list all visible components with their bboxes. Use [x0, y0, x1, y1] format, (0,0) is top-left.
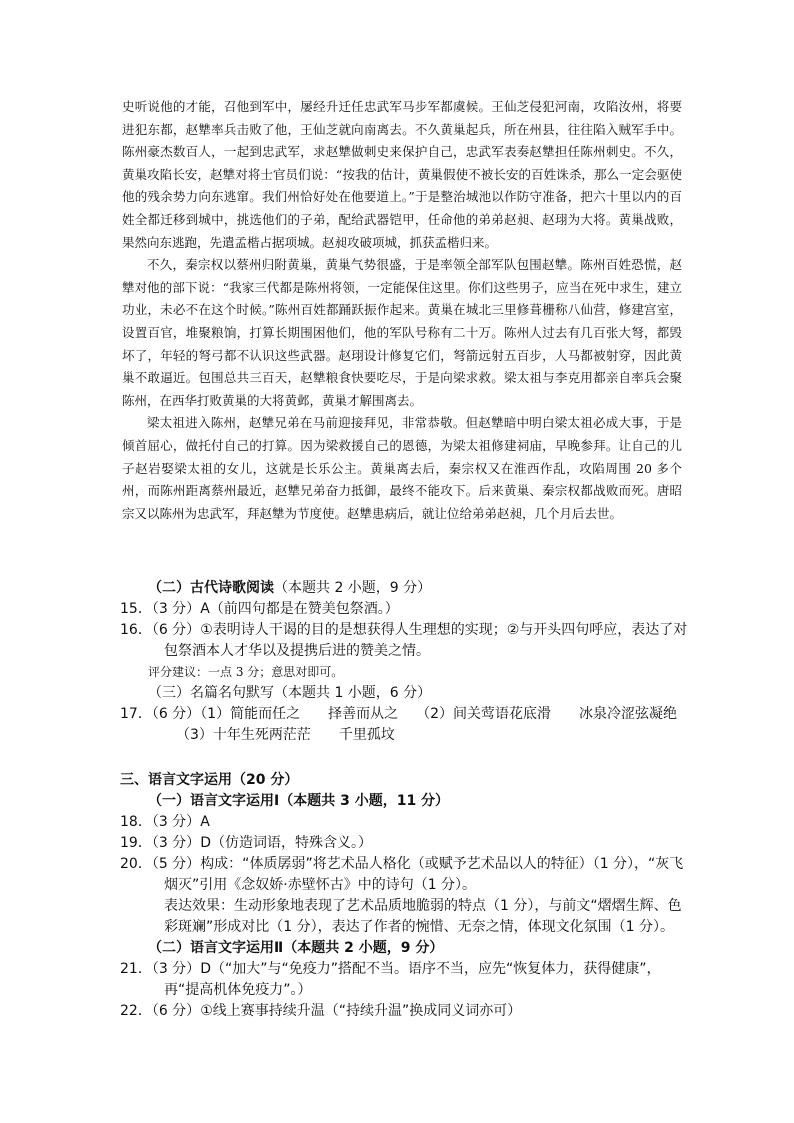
answer-text: 择善而从之 — [328, 706, 399, 722]
answer-text: D（“加大”与“免疫力”搭配不当。语序不当，应先“恢复体力，获得健康”，再“提高机体免疫力”。） — [164, 961, 661, 998]
answer-15 — [120, 599, 690, 620]
subsection-heading-2: （二）语言文字运用Ⅱ（本题共 2 小题，9 分） — [148, 940, 444, 956]
question-number: 19． — [120, 835, 152, 851]
answer-22 — [120, 1001, 690, 1022]
translation-text — [122, 96, 682, 525]
answer-20-effect: 表达效果：生动形象地表现了艺术品质地脆弱的特点（1 分），与前文“熠熠生辉、色彩斑斓”形成对比（1 分），表达了作者的惋惜、无奈之情，体现文化氛围（1 分）。 — [164, 898, 682, 935]
answer-17-line2: （3）十年生死两茫茫 千里孤坟 — [176, 727, 395, 743]
answer-17: 17．（6 分）（1）简能而任之 择善而从之 （2）间关莺语花底滑 冰泉冷涩弦凝绝 — [120, 706, 678, 722]
subsection-heading-1: （一）语言文字运用Ⅰ（本题共 3 小题，11 分） — [148, 793, 450, 809]
answer-text: A（前四句都是在赞美包祭酒。） — [200, 601, 399, 617]
question-score: （3 分） — [151, 814, 201, 830]
question-number: 20． — [120, 856, 152, 872]
scoring-note: 评分建议：一点 3 分；意思对即可。 — [148, 665, 344, 679]
answer-16 — [120, 620, 690, 662]
answer-section — [120, 578, 690, 1022]
question-number: 17． — [120, 706, 152, 722]
answer-text: ①表明诗人干谒的目的是想获得人生理想的实现；②与开头四句呼应，表达了对包祭酒本人才华以及提携后进的赞美之情。 — [164, 622, 688, 659]
answer-text: 十年生死两茫茫 — [212, 727, 311, 743]
answer-21 — [120, 959, 690, 1001]
question-score: （6 分） — [151, 622, 201, 638]
question-score: （6 分） — [151, 706, 201, 722]
translation-paragraph: 史听说他的才能，召他到军中，屡经升迁任忠武军马步军都虞候。王仙芝侵犯河南，攻陷汝州，将要进犯东都，赵犨率兵击败了他，王仙芝就向南离去。不久黄巢起兵，所在州县，往往陷入贼军手中。陈州豪杰数百人，一起到忠武军，求赵犨做刺史来保护自己，忠武军表奏赵犨担任陈州刺史。不久，黄巢攻陷长安，赵犨对将士官员们说：“按我的估计，黄巢假使不被长安的百姓诛杀，那么一定会驱使他的残余势力向东逃窜。我们州恰好处在他要道上。”于是整治城池以作防守准备，把六十里以内的百姓全都迁移到城中，挑选他们的子弟，配给武器铠甲，任命他的弟弟赵昶、赵珝为大将。黄巢战败，果然向东逃跑，先遣孟楷占据项城。赵昶攻破项城，抓获孟楷归来。 — [122, 99, 682, 250]
question-score: （3 分） — [151, 961, 201, 977]
section-heading-dictation: （三）名篇名句默写（本题共 1 小题，6 分） — [148, 685, 432, 701]
answer-19 — [120, 833, 690, 854]
question-number: 21． — [120, 961, 152, 977]
question-number: 16． — [120, 622, 152, 638]
answer-text: 冰泉冷涩弦凝绝 — [579, 706, 678, 722]
question-number: 18． — [120, 814, 152, 830]
answer-text: D（仿造词语，特殊含义。） — [200, 835, 372, 851]
question-score: （3 分） — [151, 835, 201, 851]
translation-paragraph: 不久，秦宗权以蔡州归附黄巢，黄巢气势很盛，于是率领全部军队包围赵犨。陈州百姓恐慌，赵犨对他的部下说：“我家三代都是陈州将领，一定能保住这里。你们这些男子，应当在死中求生，建立功业，未必不在这个时候。”陈州百姓都踊跃振作起来。黄巢在城北三里修葺栅称八仙营，修建宫室，设置百官，堆聚粮饷，打算长期围困他们，他的军队号称有二十万。陈州人过去有几百张大弩，都毁坏了，年轻的弩弓都不认识这些武器。赵珝设计修复它们，弩箭远射五百步，人马都被射穿，因此黄巢不敢逼近。包围总共三百天，赵犨粮食快要吃尽，于是向梁求救。梁太祖与李克用都亲自率兵会聚陈州，在西华打败黄巢的大将黄邺，黄巢才解围离去。 — [122, 257, 682, 408]
question-number: 15． — [120, 601, 152, 617]
answer-text: 构成：“体质孱弱”将艺术品人格化（或赋予艺术品以人的特征）（1 分），“灰飞烟灭”引用《念奴娇·赤壁怀古》中的诗句（1 分）。 — [164, 856, 684, 893]
question-score: （3 分） — [151, 601, 201, 617]
section-heading-language: 三、语言文字运用（20 分） — [120, 772, 299, 788]
answer-text: 简能而任之 — [230, 706, 301, 722]
answer-text: 千里孤坟 — [338, 727, 395, 743]
answer-text: ①线上赛事持续升温（“持续升温”换成同义词亦可） — [200, 1003, 522, 1019]
question-score: （5 分） — [151, 856, 201, 872]
question-number: 22． — [120, 1003, 152, 1019]
answer-text: 间关莺语花底滑 — [453, 706, 552, 722]
section-heading-poetry: （二）古代诗歌阅读（本题共 2 小题，9 分） — [148, 580, 432, 596]
answer-18 — [120, 812, 690, 833]
question-score: （6 分） — [151, 1003, 201, 1019]
answer-text: A — [200, 814, 210, 830]
translation-paragraph: 梁太祖进入陈州，赵犨兄弟在马前迎接拜见，非常恭敬。但赵犨暗中明白梁太祖必成大事，于是倾首屈心，做托付自己的打算。因为梁救援自己的恩德，为梁太祖修建祠庙，早晚参拜。让自己的儿子赵岩娶梁太祖的女儿，这就是长乐公主。黄巢离去后，秦宗权又在淮西作乱，攻陷周围 20 多个州，而陈州距离蔡州最近，赵犨兄弟奋力抵御，最终不能攻下。后来黄巢、秦宗权都战败而死。唐昭宗又以陈州为忠武军，拜赵犨为节度使。赵犨患病后，就让位给弟弟赵昶，几个月后去世。 — [122, 415, 682, 521]
answer-20 — [120, 854, 690, 896]
